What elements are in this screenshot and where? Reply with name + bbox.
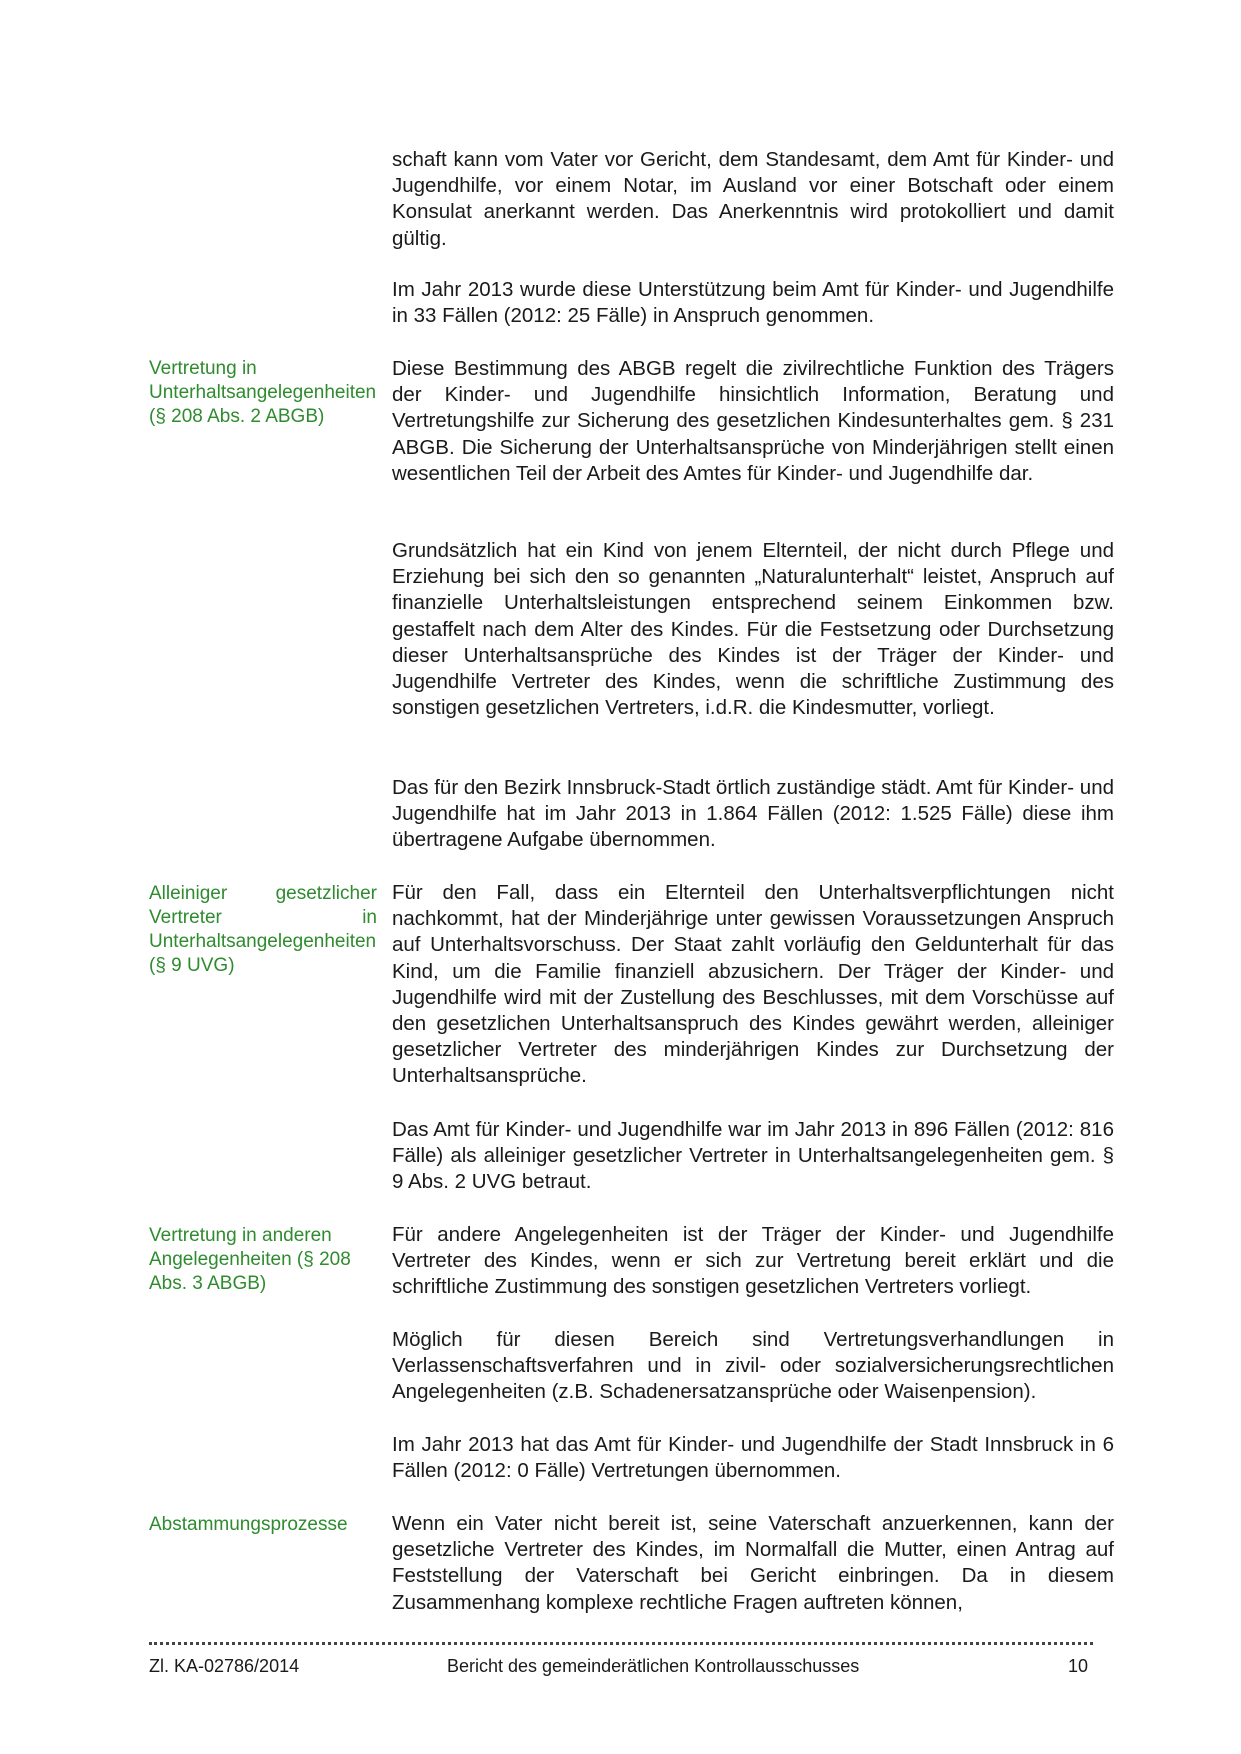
body-paragraph: Für andere Angelegenheiten ist der Träger der Kinder- und Jugendhilfe Vertreter des Kindes, wenn er sich zur Vertretung bereit erklärt und die schriftliche Zustimmung des sonstigen gesetzlichen Vertreters vorliegt.: [392, 1223, 1114, 1299]
body-paragraph: Das für den Bezirk Innsbruck-Stadt örtlich zuständige städt. Amt für Kinder- und Jugendhilfe hat im Jahr 2013 in 1.864 Fällen (2012: 1.525 Fälle) diese ihm übertragene Aufgabe übernommen.: [392, 776, 1114, 852]
footer-reference: Zl. KA-02786/2014: [149, 1656, 300, 1676]
body-paragraph: Im Jahr 2013 hat das Amt für Kinder- und Jugendhilfe der Stadt Innsbruck in 6 Fällen (2012: 0 Fälle) Vertretungen übernommen.: [392, 1433, 1114, 1483]
body-paragraph: Das Amt für Kinder- und Jugendhilfe war im Jahr 2013 in 896 Fällen (2012: 816 Fälle) als alleiniger gesetzlicher Vertreter in Unterhaltsangelegenheiten gem. § 9 Abs. 2 UVG betraut.: [392, 1118, 1114, 1194]
margin-heading: Vertretung in Unterhaltsangelegenheiten (§ 208 Abs. 2 ABGB): [149, 358, 377, 427]
body-paragraph: Im Jahr 2013 wurde diese Unterstützung beim Amt für Kinder- und Jugendhilfe in 33 Fällen (2012: 25 Fälle) in Anspruch genommen.: [392, 278, 1114, 328]
body-paragraph: schaft kann vom Vater vor Gericht, dem Standesamt, dem Amt für Kinder- und Jugendhilfe, vor einem Notar, im Ausland vor einer Botschaft oder einem Konsulat anerkannt werden. Das Anerkenntnis wird protokolliert und damit gültig.: [392, 148, 1114, 250]
page-number: 10: [1068, 1656, 1089, 1676]
margin-heading: Vertretung in anderen Angelegenheiten (§ 208 Abs. 3 ABGB): [149, 1225, 351, 1294]
margin-heading: Alleiniger gesetzlicher Vertreter in Unterhaltsangelegenheiten (§ 9 UVG): [149, 883, 377, 976]
footer-title: Bericht des gemeinderätlichen Kontrollausschusses: [447, 1656, 860, 1676]
margin-heading: Abstammungsprozesse: [149, 1514, 348, 1535]
body-paragraph: Möglich für diesen Bereich sind Vertretungsverhandlungen in Verlassenschaftsverfahren und in zivil- oder sozialversicherungsrechtlichen Angelegenheiten (z.B. Schadenersatzansprüche oder Waisenpension).: [392, 1328, 1114, 1404]
body-paragraph: Für den Fall, dass ein Elternteil den Unterhaltsverpflichtungen nicht nachkommt, hat der Minderjährige unter gewissen Voraussetzungen Anspruch auf Unterhaltsvorschuss. Der Staat zahlt vorläufig den Geldunterhalt für das Kind, um die Familie finanziell abzusichern. Der Träger der Kinder- und Jugendhilfe wird mit der Zustellung des Beschlusses, mit dem Vorschüsse auf den gesetzlichen Unterhaltsanspruch des Kindes gewährt werden, alleiniger gesetzlicher Vertreter des minderjährigen Kindes zur Durchsetzung der Unterhaltsansprüche.: [392, 881, 1114, 1088]
body-paragraph: Grundsätzlich hat ein Kind von jenem Elternteil, der nicht durch Pflege und Erziehung bei sich den so genannten „Naturalunterhalt“ leistet, Anspruch auf finanzielle Unterhaltsleistungen entsprechend seinem Einkommen bzw. gestaffelt nach dem Alter des Kindes. Für die Festsetzung oder Durchsetzung dieser Unterhaltsansprüche des Kindes ist der Träger der Kinder- und Jugendhilfe Vertreter des Kindes, wenn die schriftliche Zustimmung des sonstigen gesetzlichen Vertreters, i.d.R. die Kindesmutter, vorliegt.: [392, 539, 1114, 720]
body-paragraph: Diese Bestimmung des ABGB regelt die zivilrechtliche Funktion des Trägers der Kinder- und Jugendhilfe hinsichtlich Information, Beratung und Vertretungshilfe zur Sicherung des gesetzlichen Kindesunterhaltes gem. § 231 ABGB. Die Sicherung der Unterhaltsansprüche von Minderjährigen stellt einen wesentlichen Teil der Arbeit des Amtes für Kinder- und Jugendhilfe dar.: [392, 357, 1114, 485]
footer-divider: [149, 1642, 1093, 1645]
body-paragraph: Wenn ein Vater nicht bereit ist, seine Vaterschaft anzuerkennen, kann der gesetzliche Vertreter des Kindes, im Normalfall die Mutter, einen Antrag auf Feststellung der Vaterschaft bei Gericht einbringen. Da in diesem Zusammenhang komplexe rechtliche Fragen auftreten können,: [392, 1512, 1114, 1614]
